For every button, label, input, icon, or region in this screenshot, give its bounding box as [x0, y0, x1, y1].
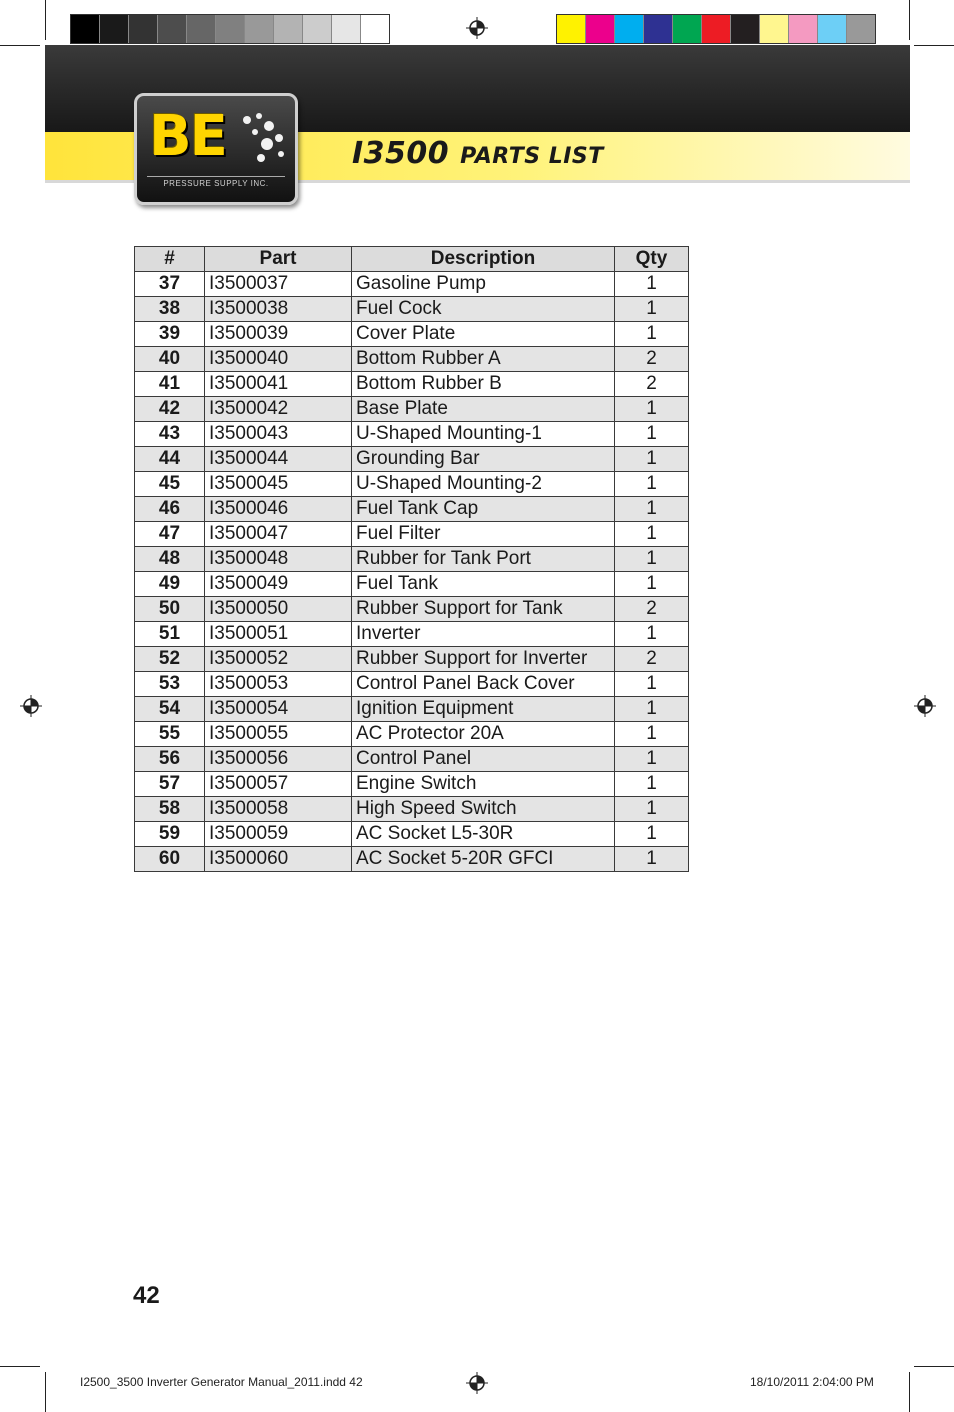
- part-qty-cell: 1: [615, 397, 689, 422]
- be-logo: [134, 93, 298, 205]
- part-qty-cell: 1: [615, 772, 689, 797]
- part-number-cell: 51: [135, 622, 205, 647]
- part-qty-cell: 2: [615, 647, 689, 672]
- crop-mark: [909, 1372, 910, 1412]
- part-description-cell: High Speed Switch: [352, 797, 615, 822]
- color-swatch: [332, 15, 361, 43]
- title-text: PARTS LIST: [460, 144, 604, 169]
- part-description-cell: Fuel Tank: [352, 572, 615, 597]
- part-number-cell: 52: [135, 647, 205, 672]
- part-description-cell: Rubber Support for Tank: [352, 597, 615, 622]
- part-number-cell: 44: [135, 447, 205, 472]
- color-swatch: [673, 15, 702, 43]
- title-model: I3500: [352, 136, 450, 171]
- part-description-cell: Engine Switch: [352, 772, 615, 797]
- color-swatch: [615, 15, 644, 43]
- crop-mark: [0, 1366, 40, 1367]
- table-row: [135, 447, 689, 472]
- registration-target-icon: [466, 17, 488, 39]
- header-description: Description: [352, 247, 615, 272]
- part-qty-cell: 1: [615, 547, 689, 572]
- table-row: [135, 497, 689, 522]
- color-swatch: [586, 15, 615, 43]
- part-description-cell: U-Shaped Mounting-1: [352, 422, 615, 447]
- part-description-cell: Grounding Bar: [352, 447, 615, 472]
- part-code-cell: I3500037: [205, 272, 352, 297]
- part-qty-cell: 2: [615, 347, 689, 372]
- gray-color-bar: [70, 14, 390, 44]
- table-row: [135, 822, 689, 847]
- table-row: [135, 372, 689, 397]
- part-description-cell: Fuel Filter: [352, 522, 615, 547]
- color-swatch: [818, 15, 847, 43]
- slug-date: 18/10/2011 2:04:00 PM: [750, 1375, 874, 1389]
- part-code-cell: I3500053: [205, 672, 352, 697]
- table-row: [135, 797, 689, 822]
- color-swatch: [702, 15, 731, 43]
- part-number-cell: 43: [135, 422, 205, 447]
- table-row: [135, 472, 689, 497]
- part-qty-cell: 1: [615, 672, 689, 697]
- table-header-row: [135, 247, 689, 272]
- table-row: [135, 697, 689, 722]
- part-code-cell: I3500045: [205, 472, 352, 497]
- part-qty-cell: 1: [615, 497, 689, 522]
- part-description-cell: Rubber Support for Inverter: [352, 647, 615, 672]
- slug-file: I2500_3500 Inverter Generator Manual_2011.indd 42: [80, 1375, 363, 1389]
- table-row: [135, 572, 689, 597]
- parts-table-body: [135, 272, 689, 872]
- part-number-cell: 55: [135, 722, 205, 747]
- part-code-cell: I3500038: [205, 297, 352, 322]
- part-qty-cell: 1: [615, 622, 689, 647]
- part-number-cell: 46: [135, 497, 205, 522]
- part-qty-cell: 1: [615, 472, 689, 497]
- part-description-cell: AC Socket 5-20R GFCI: [352, 847, 615, 872]
- table-row: [135, 272, 689, 297]
- part-number-cell: 49: [135, 572, 205, 597]
- page-title: [352, 136, 604, 171]
- color-swatch: [760, 15, 789, 43]
- part-description-cell: U-Shaped Mounting-2: [352, 472, 615, 497]
- color-swatch: [100, 15, 129, 43]
- part-qty-cell: 1: [615, 272, 689, 297]
- part-number-cell: 47: [135, 522, 205, 547]
- color-swatch: [361, 15, 389, 43]
- part-qty-cell: 1: [615, 297, 689, 322]
- part-description-cell: Inverter: [352, 622, 615, 647]
- color-swatch: [158, 15, 187, 43]
- part-code-cell: I3500055: [205, 722, 352, 747]
- part-code-cell: I3500058: [205, 797, 352, 822]
- table-row: [135, 647, 689, 672]
- color-swatch: [216, 15, 245, 43]
- table-row: [135, 597, 689, 622]
- color-swatch: [274, 15, 303, 43]
- part-number-cell: 37: [135, 272, 205, 297]
- color-swatch: [303, 15, 332, 43]
- table-row: [135, 322, 689, 347]
- part-code-cell: I3500048: [205, 547, 352, 572]
- header-part: Part: [205, 247, 352, 272]
- part-code-cell: I3500056: [205, 747, 352, 772]
- table-row: [135, 347, 689, 372]
- part-qty-cell: 1: [615, 822, 689, 847]
- part-code-cell: I3500052: [205, 647, 352, 672]
- part-description-cell: Rubber for Tank Port: [352, 547, 615, 572]
- part-code-cell: I3500060: [205, 847, 352, 872]
- parts-table: [134, 246, 689, 872]
- color-swatch: [129, 15, 158, 43]
- part-qty-cell: 1: [615, 847, 689, 872]
- color-swatch: [245, 15, 274, 43]
- part-code-cell: I3500050: [205, 597, 352, 622]
- crop-mark: [914, 1366, 954, 1367]
- part-qty-cell: 1: [615, 522, 689, 547]
- table-row: [135, 522, 689, 547]
- part-qty-cell: 1: [615, 322, 689, 347]
- part-code-cell: I3500039: [205, 322, 352, 347]
- splash-icon: [237, 110, 287, 170]
- part-code-cell: I3500047: [205, 522, 352, 547]
- part-number-cell: 58: [135, 797, 205, 822]
- table-row: [135, 622, 689, 647]
- part-code-cell: I3500044: [205, 447, 352, 472]
- part-number-cell: 54: [135, 697, 205, 722]
- part-code-cell: I3500041: [205, 372, 352, 397]
- header-number: #: [135, 247, 205, 272]
- part-qty-cell: 1: [615, 572, 689, 597]
- part-qty-cell: 1: [615, 447, 689, 472]
- part-number-cell: 53: [135, 672, 205, 697]
- logo-subtitle: PRESSURE SUPPLY INC.: [147, 176, 285, 188]
- part-qty-cell: 1: [615, 797, 689, 822]
- part-description-cell: Control Panel: [352, 747, 615, 772]
- header-qty: Qty: [615, 247, 689, 272]
- part-number-cell: 57: [135, 772, 205, 797]
- table-row: [135, 672, 689, 697]
- part-number-cell: 39: [135, 322, 205, 347]
- part-number-cell: 41: [135, 372, 205, 397]
- part-qty-cell: 2: [615, 597, 689, 622]
- part-number-cell: 48: [135, 547, 205, 572]
- crop-mark: [909, 0, 910, 40]
- table-row: [135, 847, 689, 872]
- crop-mark: [45, 0, 46, 40]
- part-number-cell: 56: [135, 747, 205, 772]
- table-row: [135, 397, 689, 422]
- part-description-cell: Fuel Tank Cap: [352, 497, 615, 522]
- table-row: [135, 422, 689, 447]
- part-qty-cell: 2: [615, 372, 689, 397]
- part-description-cell: Ignition Equipment: [352, 697, 615, 722]
- part-code-cell: I3500043: [205, 422, 352, 447]
- logo-letters: BE: [149, 104, 226, 169]
- page-number: 42: [133, 1282, 160, 1309]
- part-number-cell: 50: [135, 597, 205, 622]
- part-number-cell: 38: [135, 297, 205, 322]
- color-swatch: [644, 15, 673, 43]
- part-code-cell: I3500059: [205, 822, 352, 847]
- part-description-cell: Gasoline Pump: [352, 272, 615, 297]
- part-code-cell: I3500054: [205, 697, 352, 722]
- color-swatch: [557, 15, 586, 43]
- process-color-bar: [556, 14, 876, 44]
- part-qty-cell: 1: [615, 722, 689, 747]
- part-number-cell: 42: [135, 397, 205, 422]
- part-code-cell: I3500057: [205, 772, 352, 797]
- part-description-cell: AC Socket L5-30R: [352, 822, 615, 847]
- table-row: [135, 747, 689, 772]
- color-swatch: [71, 15, 100, 43]
- part-description-cell: Fuel Cock: [352, 297, 615, 322]
- part-number-cell: 45: [135, 472, 205, 497]
- part-code-cell: I3500051: [205, 622, 352, 647]
- part-number-cell: 59: [135, 822, 205, 847]
- table-row: [135, 547, 689, 572]
- crop-mark: [914, 45, 954, 46]
- registration-target-icon: [466, 1372, 488, 1394]
- part-code-cell: I3500042: [205, 397, 352, 422]
- table-row: [135, 722, 689, 747]
- part-description-cell: Control Panel Back Cover: [352, 672, 615, 697]
- color-swatch: [789, 15, 818, 43]
- part-qty-cell: 1: [615, 422, 689, 447]
- crop-mark: [0, 45, 40, 46]
- color-swatch: [847, 15, 875, 43]
- part-qty-cell: 1: [615, 697, 689, 722]
- part-description-cell: Cover Plate: [352, 322, 615, 347]
- registration-target-icon: [20, 695, 42, 717]
- part-code-cell: I3500040: [205, 347, 352, 372]
- part-code-cell: I3500046: [205, 497, 352, 522]
- part-number-cell: 60: [135, 847, 205, 872]
- part-qty-cell: 1: [615, 747, 689, 772]
- color-swatch: [187, 15, 216, 43]
- part-code-cell: I3500049: [205, 572, 352, 597]
- part-description-cell: AC Protector 20A: [352, 722, 615, 747]
- part-description-cell: Bottom Rubber A: [352, 347, 615, 372]
- table-row: [135, 297, 689, 322]
- crop-mark: [45, 1372, 46, 1412]
- table-row: [135, 772, 689, 797]
- part-number-cell: 40: [135, 347, 205, 372]
- color-swatch: [731, 15, 760, 43]
- registration-target-icon: [914, 695, 936, 717]
- part-description-cell: Base Plate: [352, 397, 615, 422]
- part-description-cell: Bottom Rubber B: [352, 372, 615, 397]
